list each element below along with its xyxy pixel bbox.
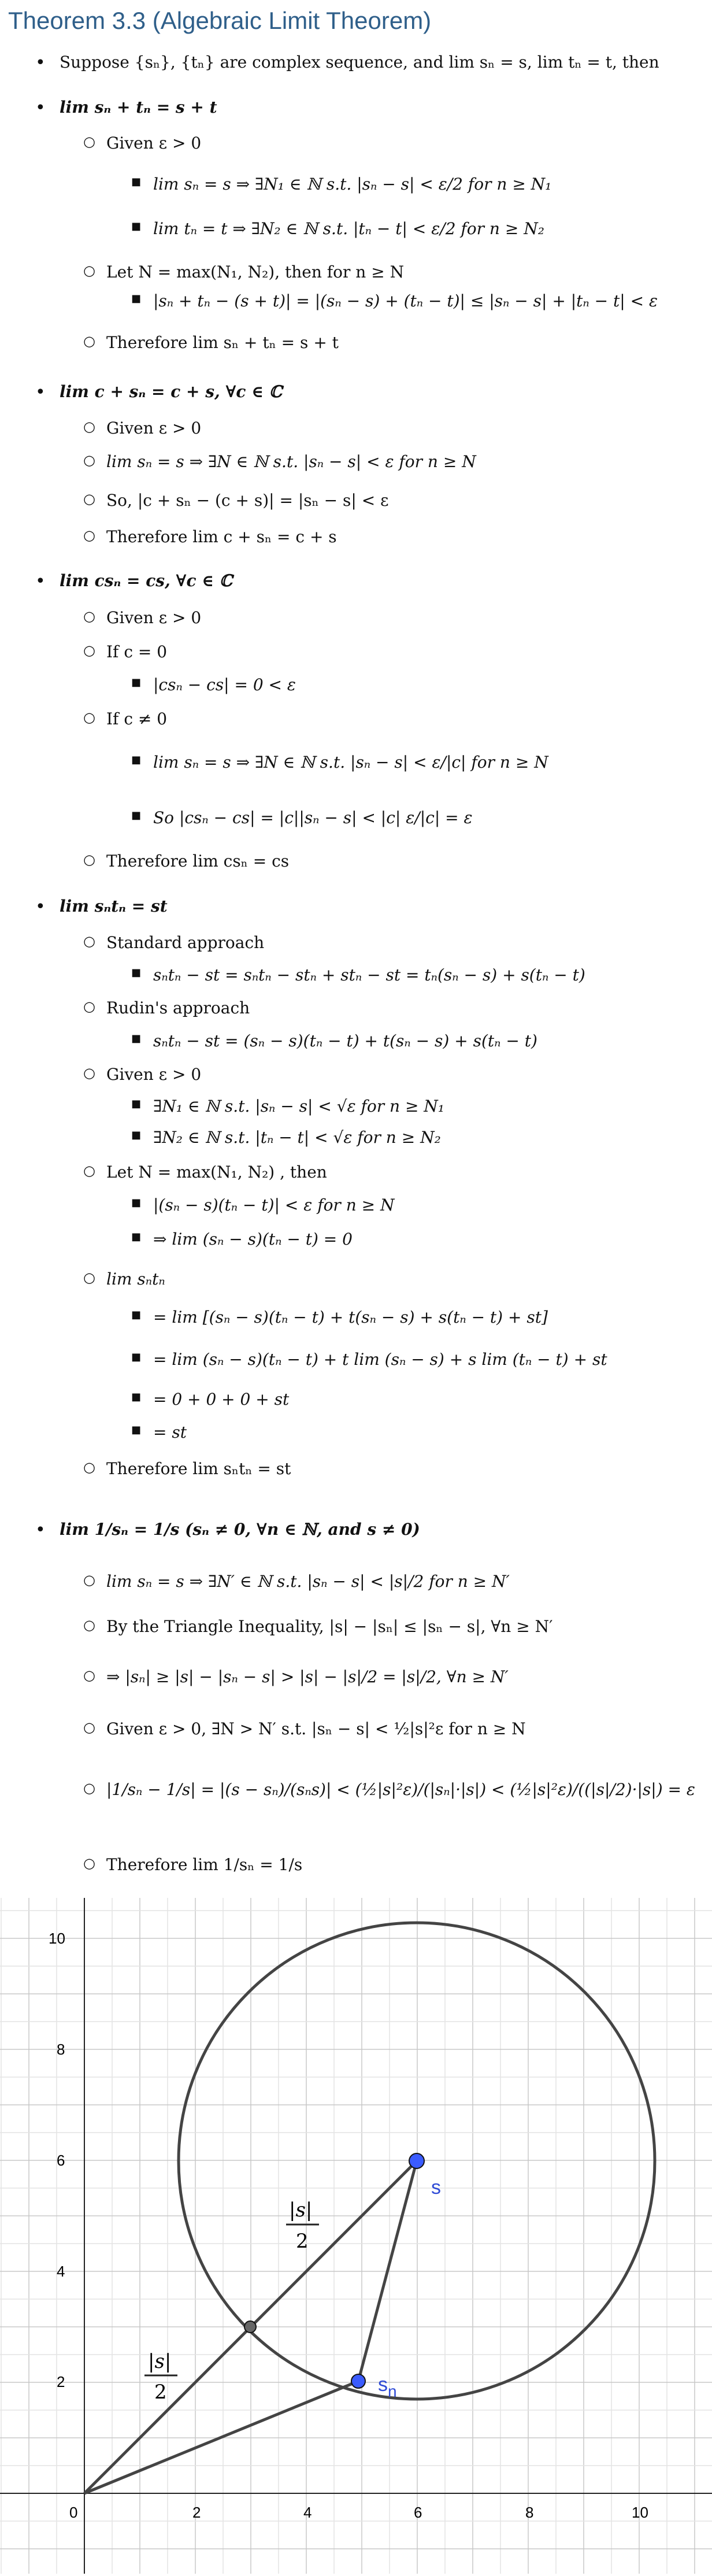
label-half-upper xyxy=(286,2199,319,2253)
label-sn-sub: n xyxy=(388,2382,397,2400)
sec3-c: ○ If c ≠ 0 xyxy=(106,710,167,728)
tick-x-8: 8 xyxy=(525,2504,534,2521)
sec2-a: ○ lim sₙ = s ⇒ ∃N ∈ ℕ s.t. |sₙ − s| < ε for n ≥ N xyxy=(106,453,476,471)
sec3-head: • lim csₙ = cs, ∀c ∈ ℂ xyxy=(60,572,232,590)
sec3-given: ○ Given ε > 0 xyxy=(106,609,201,627)
sec4-l: ■ = lim [(sₙ − s)(tₙ − t) + t(sₙ − s) + s(tₙ − t) + st] xyxy=(153,1308,548,1327)
tick-y-4: 4 xyxy=(57,2263,65,2280)
geometry-graph xyxy=(0,1898,712,2574)
sec5-e: ○ |1/sₙ − 1/s| = |(s − sₙ)/(sₙs)| < (½|s|²ε)/(|sₙ|·|s|) < (½|s|²ε)/((|s|/2)·|s|) = ε xyxy=(106,1781,695,1799)
label-sn-base: s xyxy=(378,2374,388,2396)
sec4-g: ■ ∃N₂ ∈ ℕ s.t. |tₙ − t| < √ε for n ≥ N₂ xyxy=(153,1128,441,1147)
sec1-given: ○ Given ε > 0 xyxy=(106,134,201,153)
tick-x-0: 0 xyxy=(69,2504,78,2521)
sec4-c: ○ Rudin's approach xyxy=(106,999,250,1017)
sec4-head: • lim sₙtₙ = st xyxy=(60,897,168,916)
sec1-e: ○ Therefore lim sₙ + tₙ = s + t xyxy=(106,334,339,352)
tick-y-6: 6 xyxy=(57,2152,65,2169)
sec4-n: ■ = 0 + 0 + 0 + st xyxy=(153,1390,289,1409)
sec3-e: ■ So |csₙ − cs| = |c||sₙ − s| < |c| ε/|c| = ε xyxy=(153,809,473,827)
sec5-a: ○ lim sₙ = s ⇒ ∃N′ ∈ ℕ s.t. |sₙ − s| < |s|/2 for n ≥ N′ xyxy=(106,1572,510,1591)
label-half-upper-den: 2 xyxy=(296,2230,309,2253)
theorem-title: Theorem 3.3 (Algebraic Limit Theorem) xyxy=(8,7,432,34)
label-half-lower-num: |s| xyxy=(148,2350,172,2373)
label-s: s xyxy=(431,2177,441,2199)
tick-x-2: 2 xyxy=(192,2504,201,2521)
sec1-a: ■ lim sₙ = s ⇒ ∃N₁ ∈ ℕ s.t. |sₙ − s| < ε/2 for n ≥ N₁ xyxy=(153,175,551,194)
sec1-head: • lim sₙ + tₙ = s + t xyxy=(60,98,217,117)
sec2-given: ○ Given ε > 0 xyxy=(106,419,201,438)
sec4-h: ○ Let N = max(N₁, N₂) , then xyxy=(106,1163,327,1182)
sec3-f: ○ Therefore lim csₙ = cs xyxy=(106,852,289,871)
sec3-a: ○ If c = 0 xyxy=(106,643,167,661)
tick-y-8: 8 xyxy=(57,2041,65,2058)
sec4-k: ○ lim sₙtₙ xyxy=(106,1270,165,1289)
sec4-j: ■ ⇒ lim (sₙ − s)(tₙ − t) = 0 xyxy=(153,1230,353,1249)
label-half-upper-num: |s| xyxy=(289,2199,313,2222)
intro-text: Suppose {sₙ}, {tₙ} are complex sequence, and lim sₙ = s, lim tₙ = t, then xyxy=(60,53,659,72)
sec2-c: ○ Therefore lim c + sₙ = c + s xyxy=(106,528,337,546)
sec5-d: ○ Given ε > 0, ∃N > N′ s.t. |sₙ − s| < ½|s|²ε for n ≥ N xyxy=(106,1720,526,1738)
sec2-b: ○ So, |c + sₙ − (c + s)| = |sₙ − s| < ε xyxy=(106,491,389,510)
segment-origin-to-sn xyxy=(84,2381,358,2493)
label-half-lower xyxy=(144,2350,177,2404)
sec3-b: ■ |csₙ − cs| = 0 < ε xyxy=(153,676,296,694)
sec4-d: ■ sₙtₙ − st = (sₙ − s)(tₙ − t) + t(sₙ − s) + s(tₙ − t) xyxy=(153,1032,537,1050)
sec5-head: • lim 1/sₙ = 1/s (sₙ ≠ 0, ∀n ∈ ℕ, and s ≠ 0) xyxy=(60,1520,420,1539)
sec5-b: ○ By the Triangle Inequality, |s| − |sₙ| ≤ |sₙ − s|, ∀n ≥ N′ xyxy=(106,1618,552,1636)
sec4-o: ■ = st xyxy=(153,1423,187,1442)
sec1-c: ○ Let N = max(N₁, N₂), then for n ≥ N xyxy=(106,263,404,282)
sec4-i: ■ |(sₙ − s)(tₙ − t)| < ε for n ≥ N xyxy=(153,1196,395,1215)
sec5-f: ○ Therefore lim 1/sₙ = 1/s xyxy=(106,1856,302,1874)
sec5-c: ○ ⇒ |sₙ| ≥ |s| − |sₙ − s| > |s| − |s|/2 = |s|/2, ∀n ≥ N′ xyxy=(106,1668,509,1686)
sec1-b: ■ lim tₙ = t ⇒ ∃N₂ ∈ ℕ s.t. |tₙ − t| < ε/2 for n ≥ N₂ xyxy=(153,220,544,238)
tick-x-6: 6 xyxy=(414,2504,422,2521)
sec4-m: ■ = lim (sₙ − s)(tₙ − t) + t lim (sₙ − s) + s lim (tₙ − t) + st xyxy=(153,1350,607,1369)
intro-line xyxy=(60,53,659,72)
sec4-f: ■ ∃N₁ ∈ ℕ s.t. |sₙ − s| < √ε for n ≥ N₁ xyxy=(153,1097,444,1116)
tick-y-10: 10 xyxy=(49,1930,65,1947)
midpoint-marker xyxy=(244,2321,256,2333)
sec4-b: ■ sₙtₙ − st = sₙtₙ − stₙ + stₙ − st = tₙ(sₙ − s) + s(tₙ − t) xyxy=(153,966,585,984)
x-tick-labels xyxy=(69,2504,648,2521)
sec4-e: ○ Given ε > 0 xyxy=(106,1065,201,1084)
sec4-a: ○ Standard approach xyxy=(106,934,264,952)
sec3-d: ■ lim sₙ = s ⇒ ∃N ∈ ℕ s.t. |sₙ − s| < ε/|c| for n ≥ N xyxy=(153,753,548,772)
point-sn xyxy=(351,2374,365,2388)
point-s xyxy=(409,2153,424,2168)
label-half-lower-den: 2 xyxy=(154,2381,167,2404)
sec1-d: ■ |sₙ + tₙ − (s + t)| = |(sₙ − s) + (tₙ − t)| ≤ |sₙ − s| + |tₙ − t| < ε xyxy=(153,292,658,310)
sec2-head: • lim c + sₙ = c + s, ∀c ∈ ℂ xyxy=(60,383,282,401)
sec4-p: ○ Therefore lim sₙtₙ = st xyxy=(106,1460,291,1478)
tick-x-10: 10 xyxy=(632,2504,648,2521)
tick-y-2: 2 xyxy=(57,2373,65,2390)
graph-svg xyxy=(0,1898,712,2574)
tick-x-4: 4 xyxy=(303,2504,312,2521)
